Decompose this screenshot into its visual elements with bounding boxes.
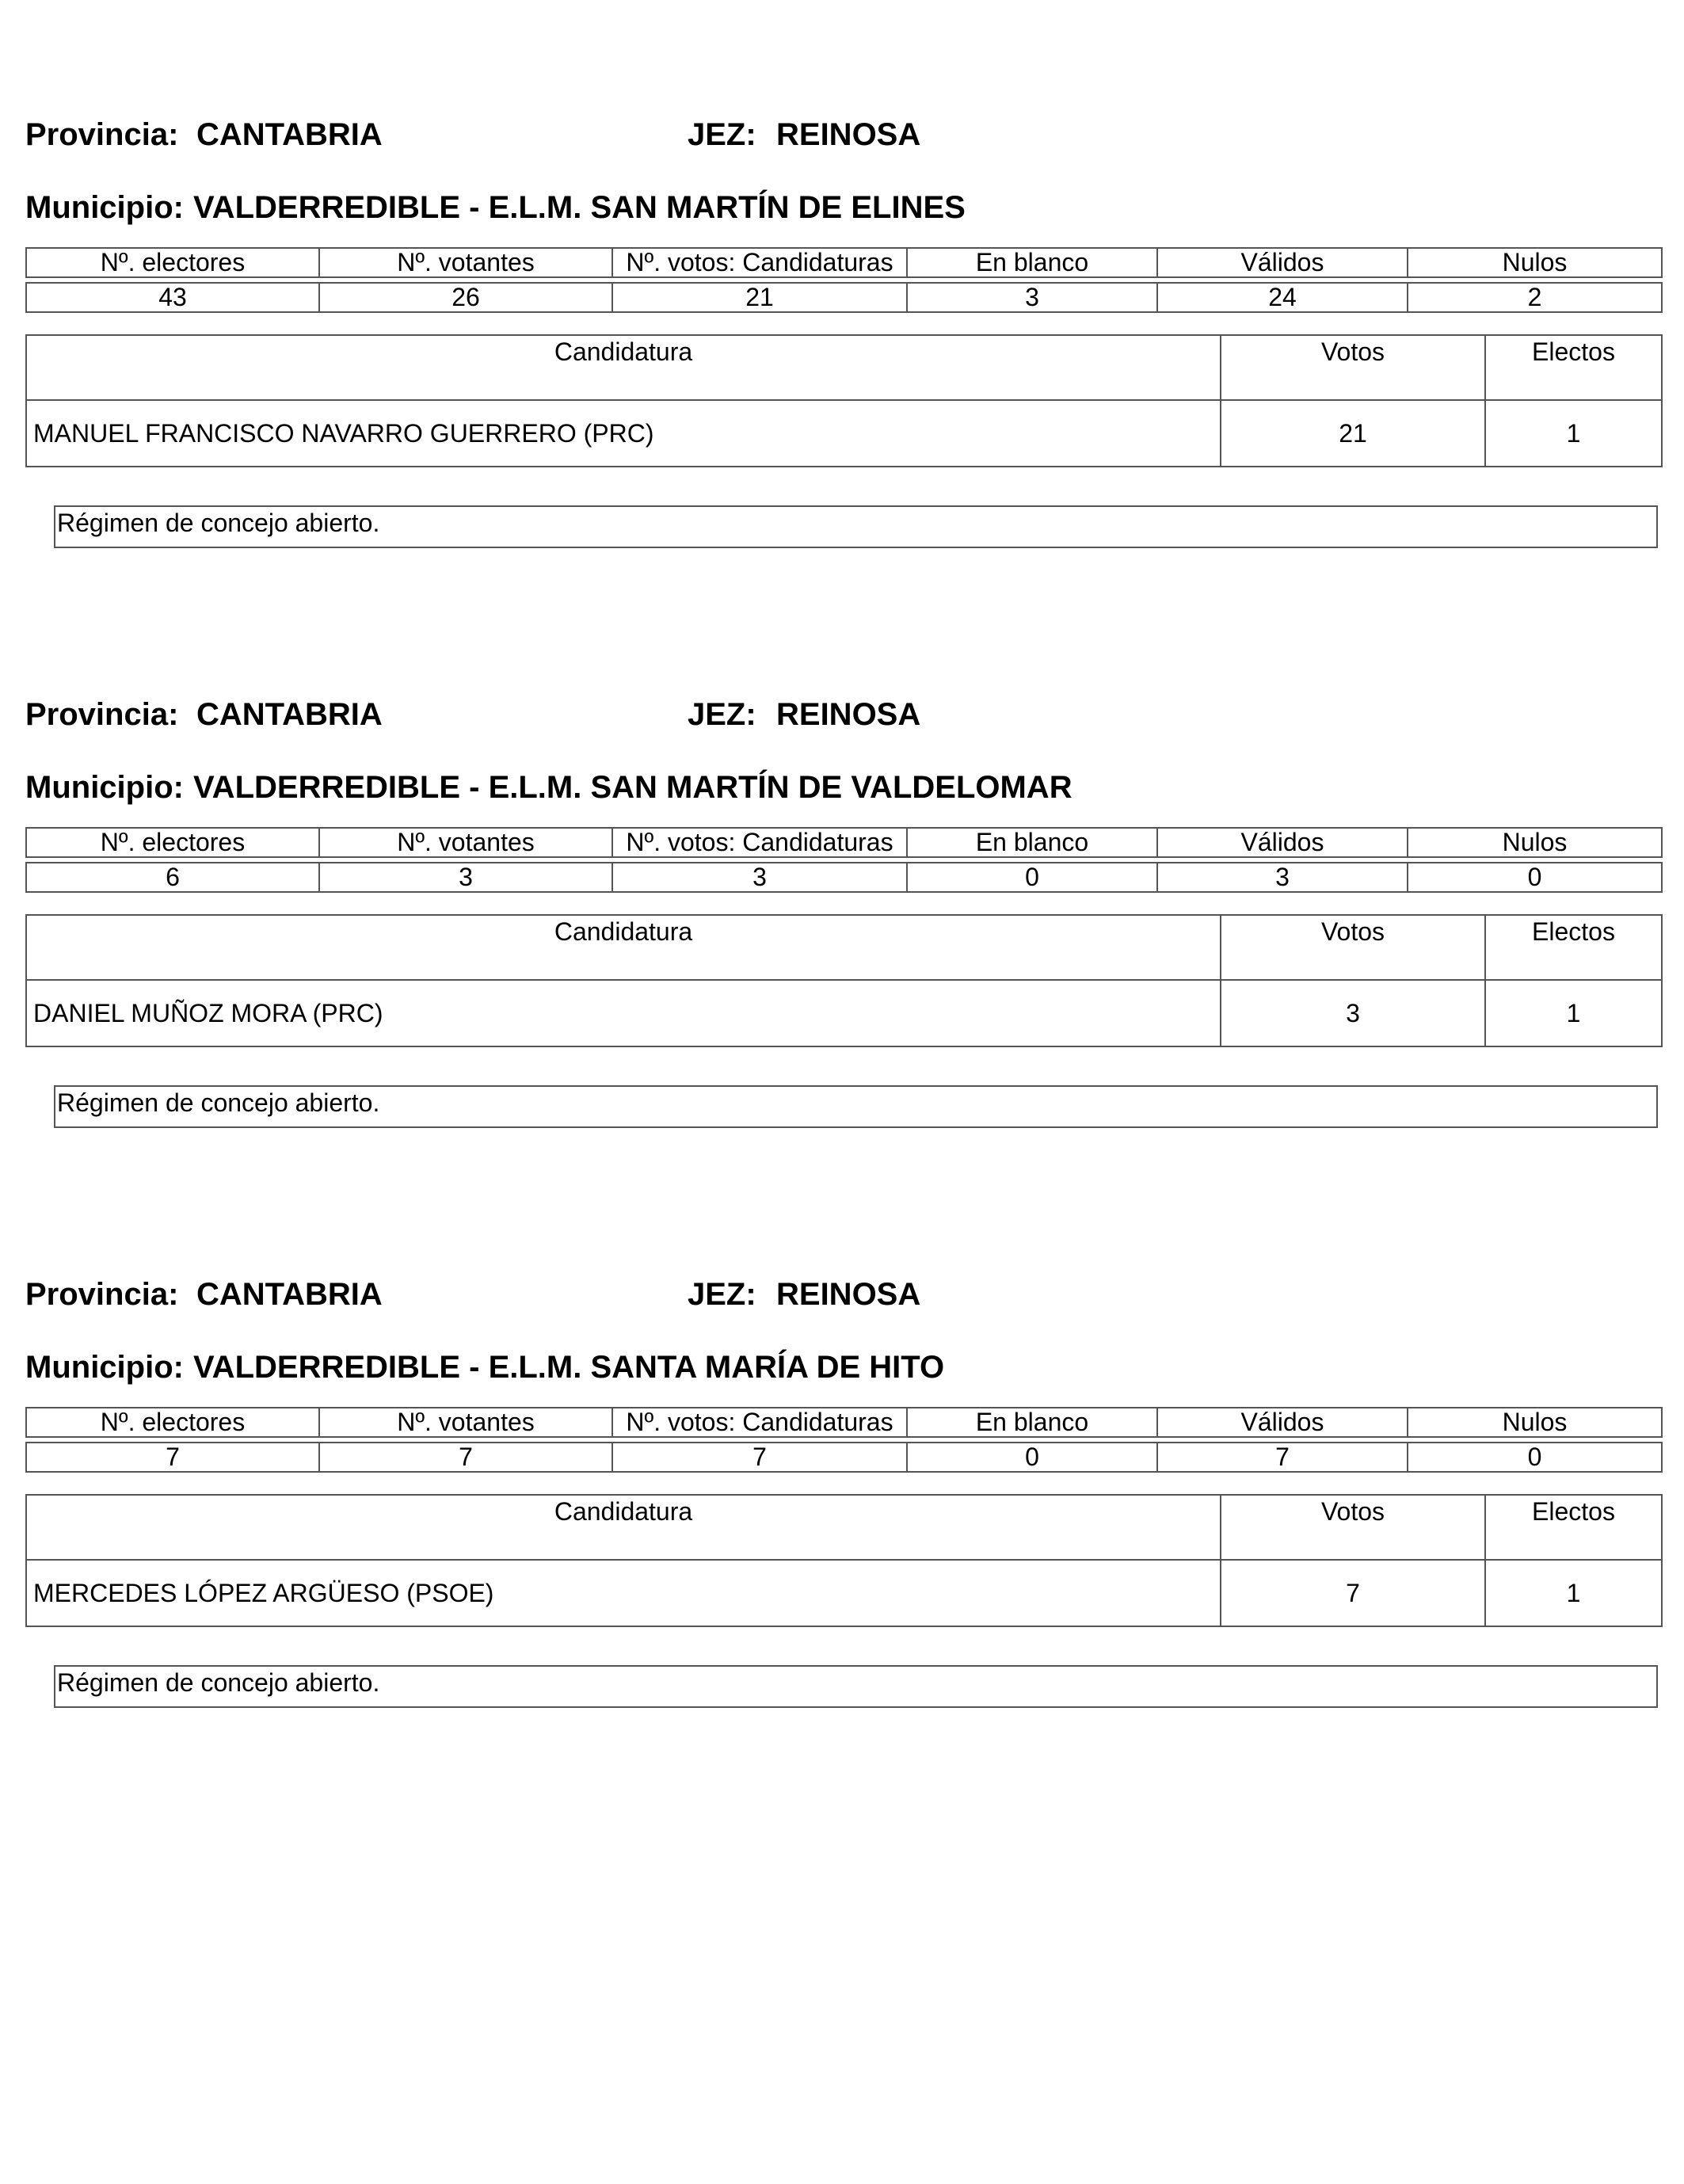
candidate-name: DANIEL MUÑOZ MORA (PRC)	[26, 980, 1221, 1046]
electores-value: 43	[26, 283, 319, 312]
municipio-value: VALDERREDIBLE - E.L.M. SANTA MARÍA DE HITO	[192, 1350, 945, 1385]
provincia-value: CANTABRIA	[196, 1277, 383, 1312]
votantes-value: 26	[319, 283, 612, 312]
candidate-votos: 3	[1221, 980, 1485, 1046]
en-blanco-header: En blanco	[907, 1408, 1157, 1437]
candidate-row	[26, 980, 1662, 1046]
candidatura-header: Candidatura	[26, 335, 1221, 400]
provincia-value: CANTABRIA	[196, 697, 383, 732]
stats-spacer	[26, 277, 1662, 283]
stats-value-row	[26, 863, 1662, 892]
provincia-label: Provincia:	[25, 1277, 179, 1312]
municipio-line	[25, 184, 966, 231]
validos-value: 7	[1157, 1443, 1408, 1472]
votos-header: Votos	[1221, 335, 1485, 400]
electos-header: Electos	[1485, 335, 1662, 400]
jez-label: JEZ:	[688, 697, 756, 732]
candidatura-header: Candidatura	[26, 915, 1221, 980]
provincia-label: Provincia:	[25, 697, 179, 732]
candidate-votos: 21	[1221, 400, 1485, 467]
nulos-header: Nulos	[1408, 248, 1662, 277]
candidatura-header: Candidatura	[26, 1495, 1221, 1560]
note-box: Régimen de concejo abierto.	[54, 1665, 1658, 1708]
en-blanco-header: En blanco	[907, 248, 1157, 277]
nulos-header: Nulos	[1408, 828, 1662, 857]
jez-value: REINOSA	[776, 117, 921, 152]
validos-value: 24	[1157, 283, 1408, 312]
candidates-header-row	[26, 1495, 1662, 1560]
votos-candidaturas-header: Nº. votos: Candidaturas	[612, 1408, 907, 1437]
stats-header-row	[26, 828, 1662, 857]
candidate-electos: 1	[1485, 1560, 1662, 1626]
candidates-table	[25, 914, 1663, 1047]
nulos-value: 2	[1408, 283, 1662, 312]
nulos-value: 0	[1408, 1443, 1662, 1472]
electores-value: 6	[26, 863, 319, 892]
validos-header: Válidos	[1157, 828, 1408, 857]
electos-header: Electos	[1485, 1495, 1662, 1560]
votantes-value: 7	[319, 1443, 612, 1472]
candidate-electos: 1	[1485, 400, 1662, 467]
electores-header: Nº. electores	[26, 248, 319, 277]
validos-header: Válidos	[1157, 248, 1408, 277]
en-blanco-value: 0	[907, 1443, 1157, 1472]
electos-header: Electos	[1485, 915, 1662, 980]
votos-candidaturas-header: Nº. votos: Candidaturas	[612, 248, 907, 277]
stats-table	[25, 827, 1663, 893]
municipio-label: Municipio:	[25, 1350, 184, 1385]
nulos-value: 0	[1408, 863, 1662, 892]
electores-header: Nº. electores	[26, 828, 319, 857]
electores-value: 7	[26, 1443, 319, 1472]
municipio-label: Municipio:	[25, 190, 184, 225]
candidates-header-row	[26, 915, 1662, 980]
result-section-1	[0, 111, 1684, 697]
votantes-value: 3	[319, 863, 612, 892]
result-section-3	[0, 1271, 1684, 1857]
stats-header-row	[26, 1408, 1662, 1437]
jez-value: REINOSA	[776, 1277, 921, 1312]
note-box: Régimen de concejo abierto.	[54, 1085, 1658, 1128]
en-blanco-value: 3	[907, 283, 1157, 312]
provincia-value: CANTABRIA	[196, 117, 383, 152]
votantes-header: Nº. votantes	[319, 248, 612, 277]
votos-candidaturas-value: 21	[612, 283, 907, 312]
votos-candidaturas-value: 7	[612, 1443, 907, 1472]
municipio-value: VALDERREDIBLE - E.L.M. SAN MARTÍN DE VALDELOMAR	[192, 770, 1073, 805]
nulos-header: Nulos	[1408, 1408, 1662, 1437]
municipio-value: VALDERREDIBLE - E.L.M. SAN MARTÍN DE ELINES	[192, 190, 966, 225]
stats-table	[25, 247, 1663, 313]
candidate-votos: 7	[1221, 1560, 1485, 1626]
votos-header: Votos	[1221, 915, 1485, 980]
votos-header: Votos	[1221, 1495, 1485, 1560]
result-section-2	[0, 691, 1684, 1277]
candidate-row	[26, 1560, 1662, 1626]
stats-spacer	[26, 857, 1662, 863]
jez-value: REINOSA	[776, 697, 921, 732]
electores-header: Nº. electores	[26, 1408, 319, 1437]
votos-candidaturas-header: Nº. votos: Candidaturas	[612, 828, 907, 857]
votantes-header: Nº. votantes	[319, 828, 612, 857]
municipio-line	[25, 1344, 944, 1391]
votantes-header: Nº. votantes	[319, 1408, 612, 1437]
jez-label: JEZ:	[688, 1277, 756, 1312]
stats-table	[25, 1407, 1663, 1473]
en-blanco-value: 0	[907, 863, 1157, 892]
jez-label: JEZ:	[688, 117, 756, 152]
stats-spacer	[26, 1437, 1662, 1443]
votos-candidaturas-value: 3	[612, 863, 907, 892]
candidate-row	[26, 400, 1662, 467]
candidate-name: MANUEL FRANCISCO NAVARRO GUERRERO (PRC)	[26, 400, 1221, 467]
en-blanco-header: En blanco	[907, 828, 1157, 857]
stats-value-row	[26, 283, 1662, 312]
candidates-table	[25, 334, 1663, 467]
validos-value: 3	[1157, 863, 1408, 892]
provincia-label: Provincia:	[25, 117, 179, 152]
candidates-header-row	[26, 335, 1662, 400]
candidates-table	[25, 1494, 1663, 1627]
candidate-name: MERCEDES LÓPEZ ARGÜESO (PSOE)	[26, 1560, 1221, 1626]
validos-header: Válidos	[1157, 1408, 1408, 1437]
municipio-line	[25, 764, 1073, 811]
candidate-electos: 1	[1485, 980, 1662, 1046]
municipio-label: Municipio:	[25, 770, 184, 805]
note-box: Régimen de concejo abierto.	[54, 505, 1658, 548]
stats-header-row	[26, 248, 1662, 277]
stats-value-row	[26, 1443, 1662, 1472]
